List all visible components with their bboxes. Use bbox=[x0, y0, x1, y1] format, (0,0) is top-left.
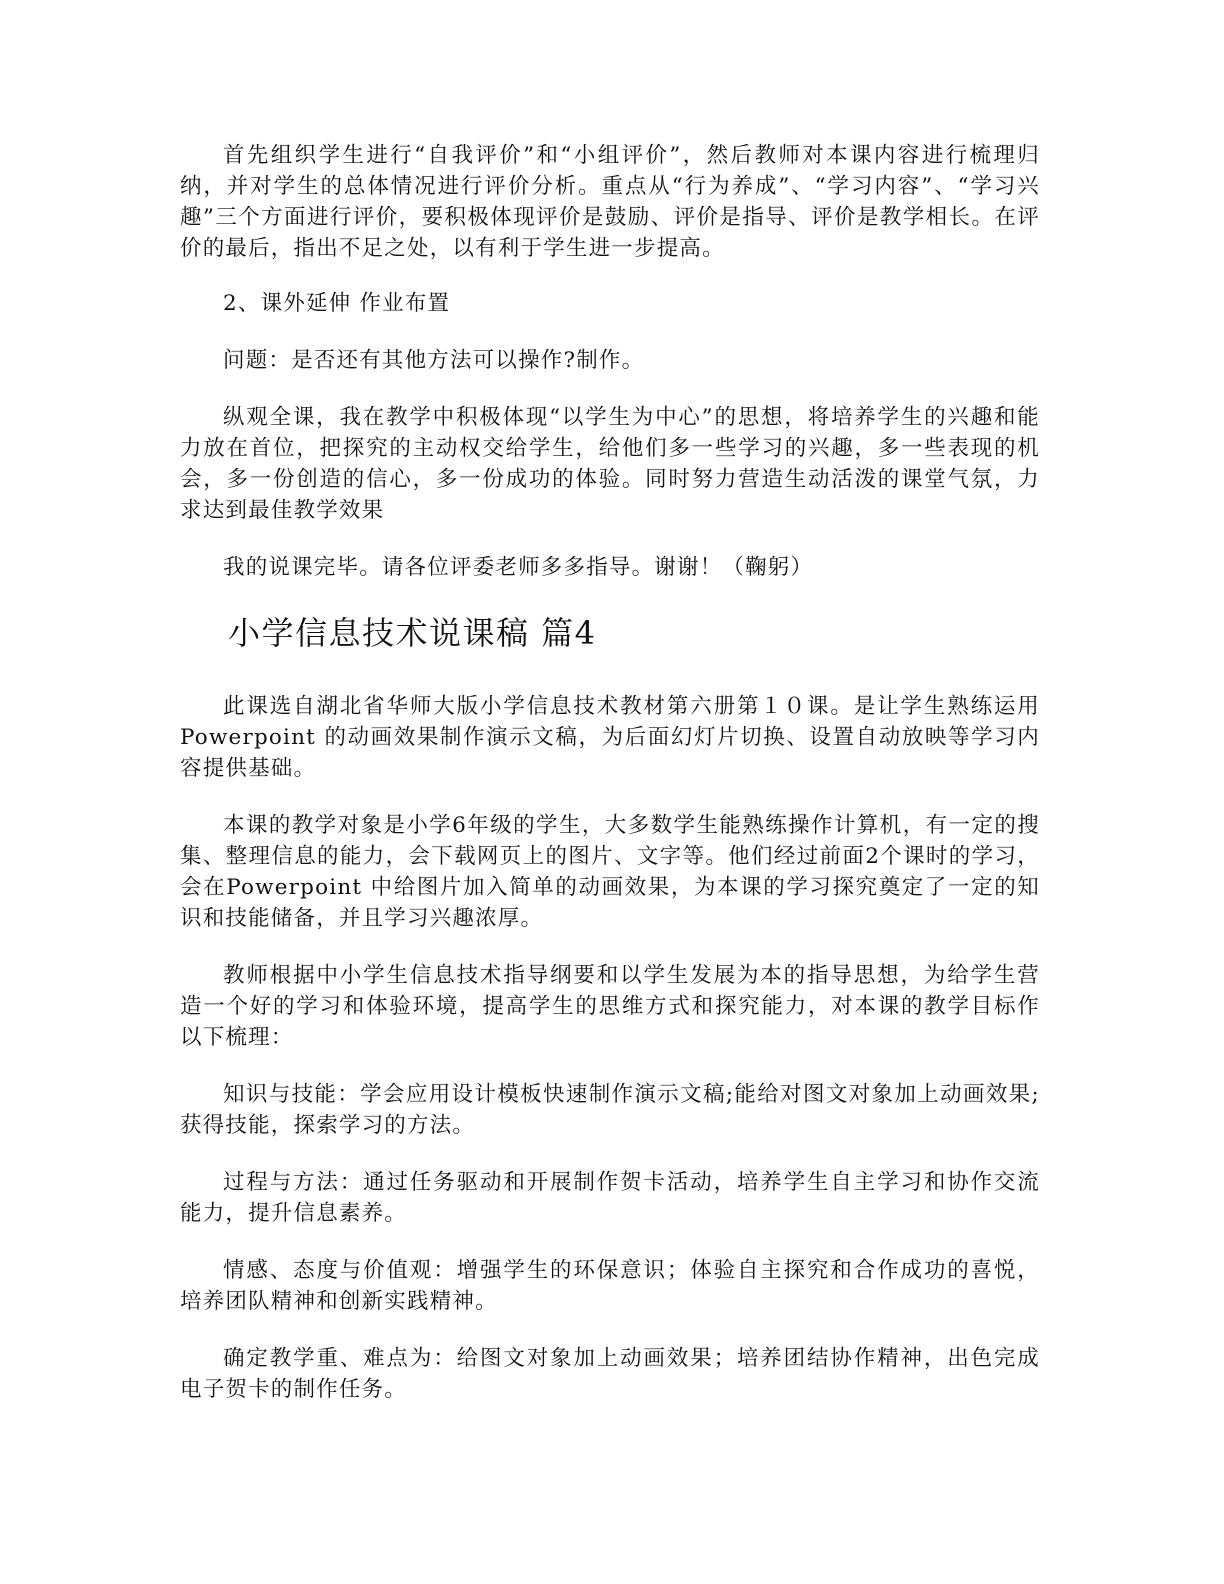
document-page bbox=[180, 140, 1049, 1431]
paragraph-homework-title: 2、课外延伸 作业布置 bbox=[223, 291, 451, 316]
paragraph-key-points: 确定教学重、难点为：给图文对象加上动画效果；培养团结协作精神，出色完成电子贺卡的制作任务。 bbox=[180, 1346, 1040, 1402]
paragraph-students: 本课的教学对象是小学6年级的学生，大多数学生能熟练操作计算机，有一定的搜集、整理信息的能力，会下载网页上的图片、文字等。他们经过前面2个课时的学习，会在Powerpoint 中给图片加入简单的动画效果，为本课的学习探究奠定了一定的知识和技能储备，并且学习兴趣浓厚。 bbox=[180, 813, 1040, 931]
paragraph-teaching-goals: 教师根据中小学生信息技术指导纲要和以学生发展为本的指导思想，为给学生营造一个好的学习和体验环境，提高学生的思维方式和探究能力，对本课的教学目标作以下梳理： bbox=[180, 963, 1040, 1050]
section-heading: 小学信息技术说课稿 篇4 bbox=[228, 614, 597, 652]
paragraph-summary: 纵观全课，我在教学中积极体现“以学生为中心”的思想，将培养学生的兴趣和能力放在首位，把探究的主动权交给学生，给他们多一些学习的兴趣，多一些表现的机会，多一份创造的信心，多一份成功的体验。同时努力营造生动活泼的课堂气氛，力求达到最佳教学效果 bbox=[180, 405, 1040, 523]
paragraph-question: 问题：是否还有其他方法可以操作?制作。 bbox=[223, 348, 645, 373]
paragraph-knowledge-skills: 知识与技能：学会应用设计模板快速制作演示文稿;能给对图文对象加上动画效果;获得技能，探索学习的方法。 bbox=[180, 1082, 1040, 1138]
paragraph-closing: 我的说课完毕。请各位评委老师多多指导。谢谢！（鞠躬） bbox=[223, 555, 814, 580]
paragraph-evaluation: 首先组织学生进行“自我评价”和“小组评价”，然后教师对本课内容进行梳理归纳，并对学生的总体情况进行评价分析。重点从“行为养成”、“学习内容”、“学习兴趣”三个方面进行评价，要积极体现评价是鼓励、评价是指导、评价是教学相长。在评价的最后，指出不足之处，以有利于学生进一步提高。 bbox=[180, 143, 1040, 261]
paragraph-attitudes-values: 情感、态度与价值观：增强学生的环保意识；体验自主探究和合作成功的喜悦，培养团队精神和创新实践精神。 bbox=[180, 1258, 1040, 1314]
paragraph-process-methods: 过程与方法：通过任务驱动和开展制作贺卡活动，培养学生自主学习和协作交流能力，提升信息素养。 bbox=[180, 1170, 1040, 1226]
paragraph-lesson-source: 此课选自湖北省华师大版小学信息技术教材第六册第１０课。是让学生熟练运用 Powerpoint 的动画效果制作演示文稿，为后面幻灯片切换、设置自动放映等学习内容提供基础。 bbox=[180, 694, 1049, 781]
